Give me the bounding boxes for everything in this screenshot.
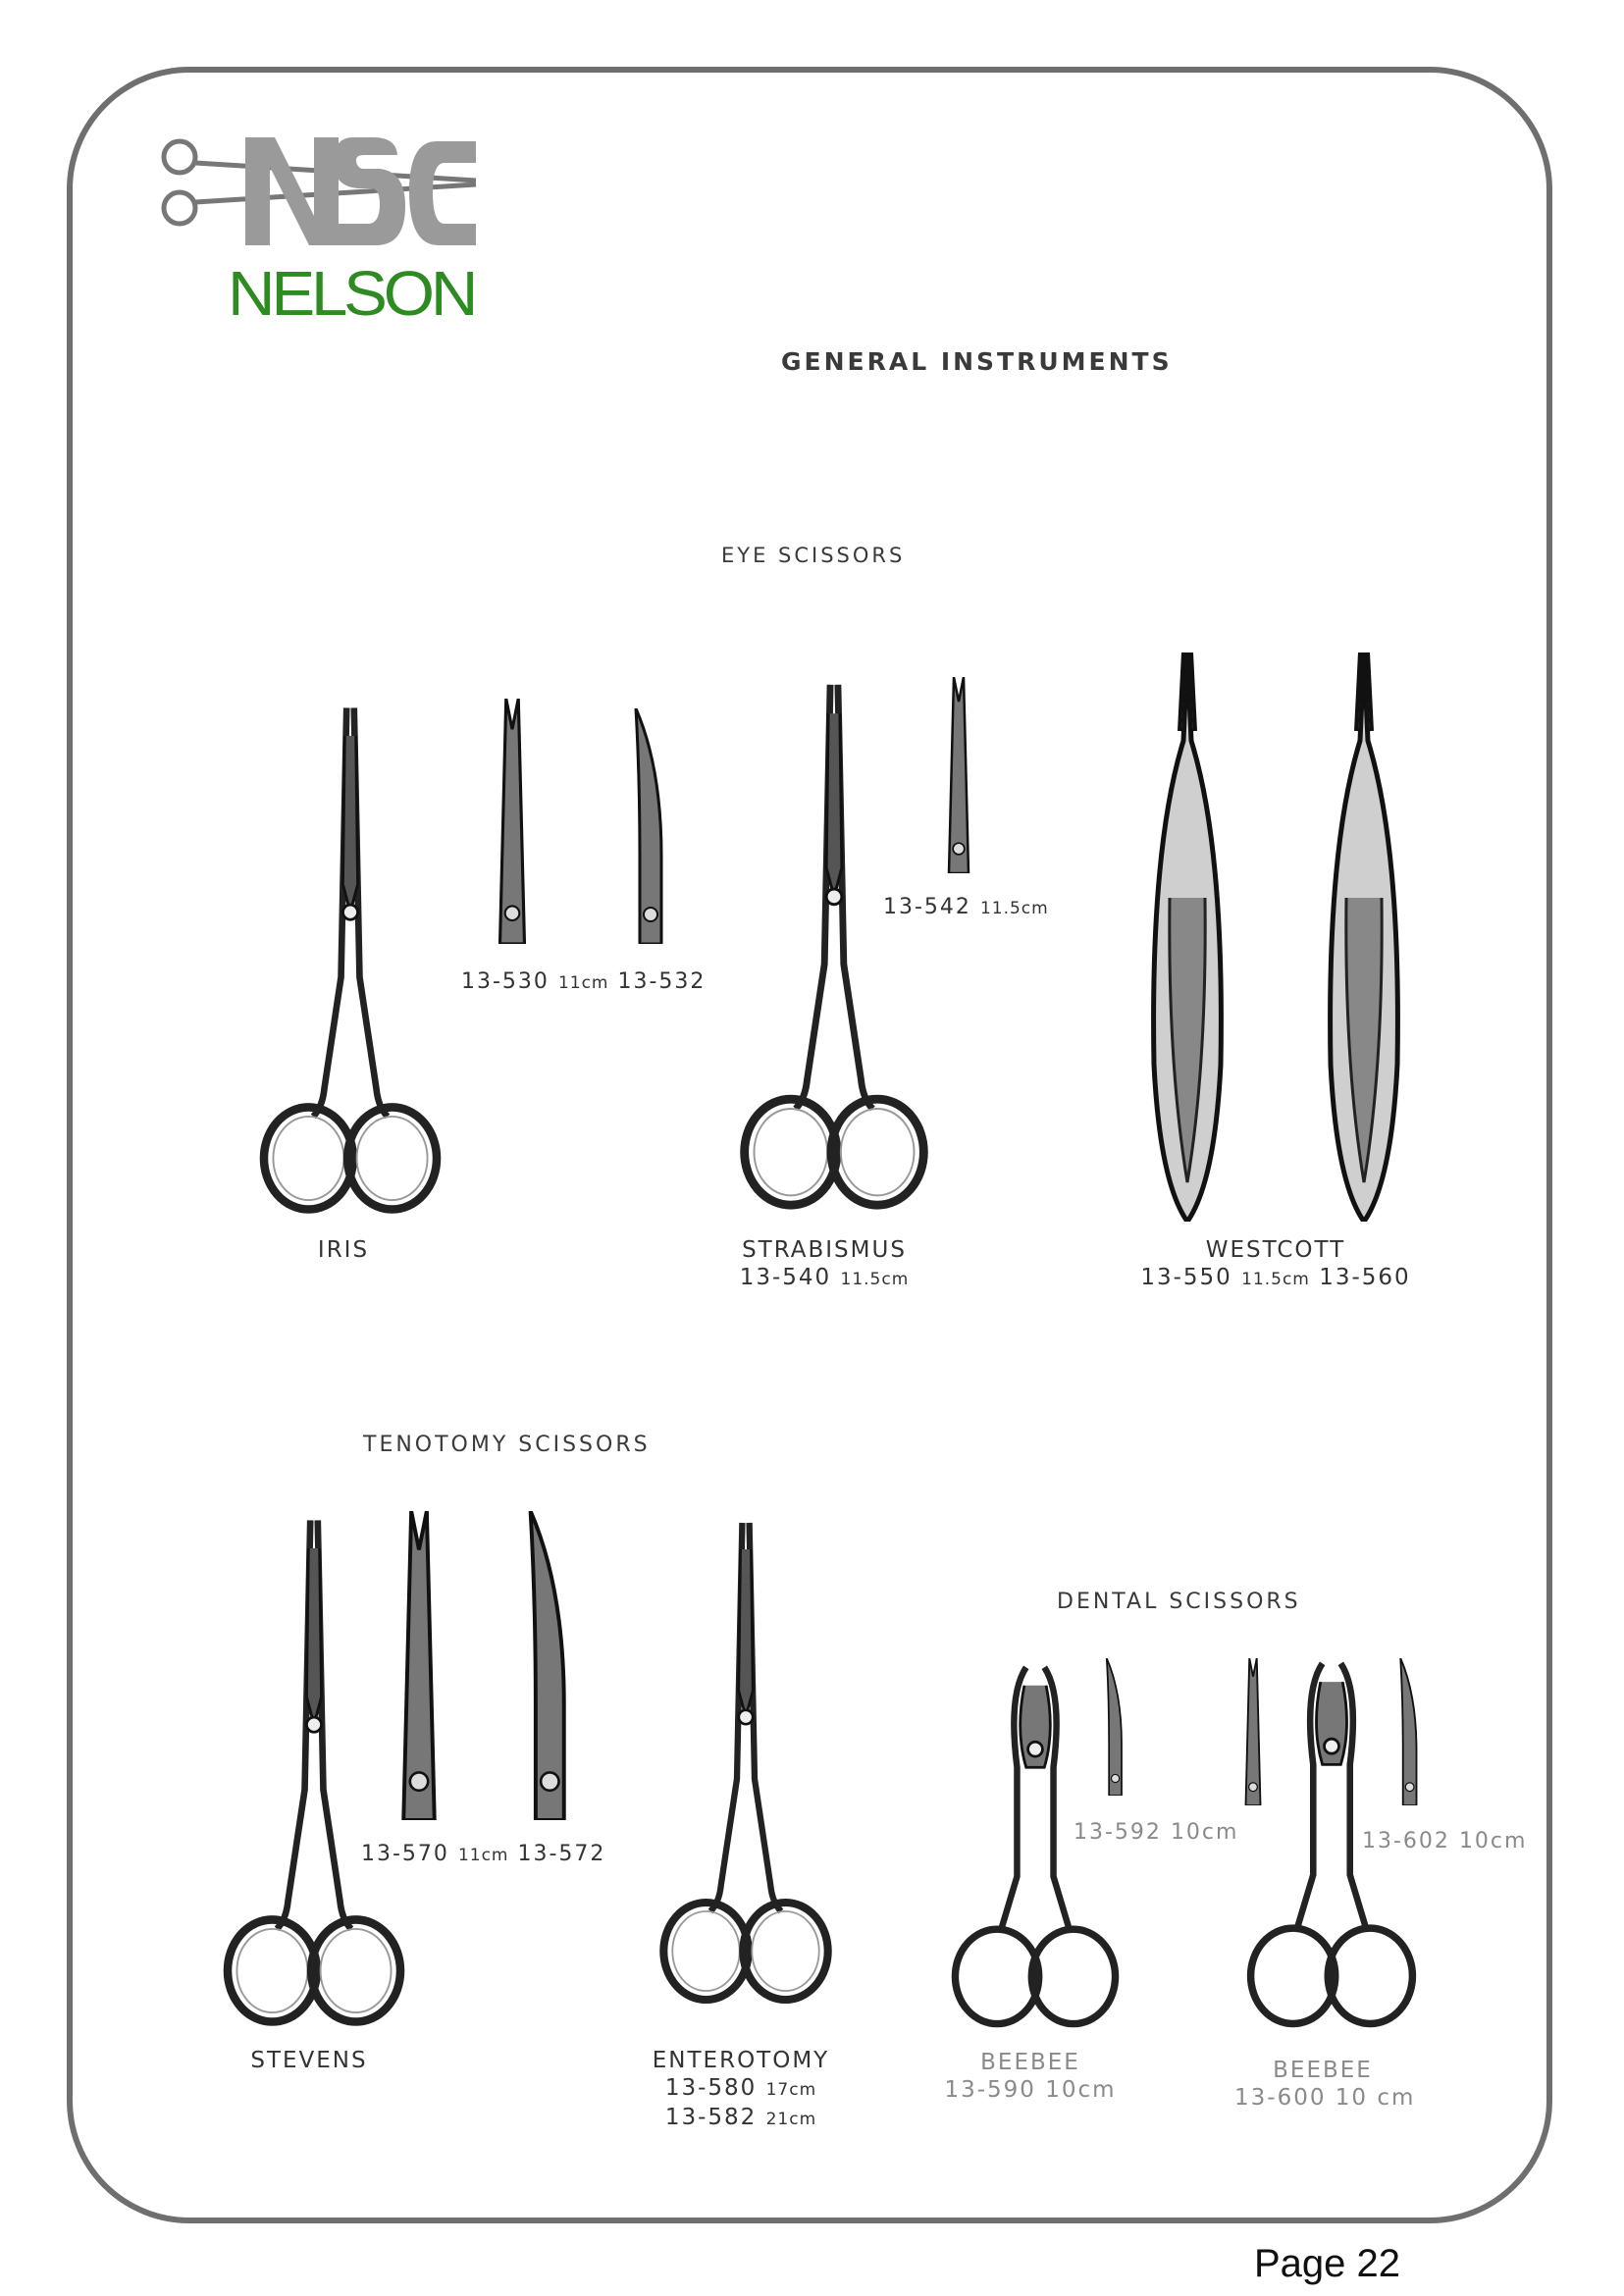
label-13-542: 13-542 11.5cm (883, 895, 1049, 919)
enterotomy-scissors-image (657, 1491, 834, 2031)
tip-13-592-image (1097, 1658, 1132, 1796)
caption-beebee-590: BEEBEE 13-590 10cm (944, 2050, 1117, 2103)
tip-13-532-image (628, 708, 671, 944)
strabismus-scissors-image (697, 675, 971, 1215)
tip-13-530-image (491, 699, 534, 944)
label-13-592: 13-592 10cm (1074, 1820, 1239, 1845)
westcott-13-560-image (1315, 652, 1413, 1222)
page-heading: GENERAL INSTRUMENTS (781, 347, 1173, 376)
caption-iris: IRIS (317, 1237, 370, 1263)
caption-enterotomy: ENTEROTOMY 13-580 17cm 13-582 21cm (652, 2048, 830, 2130)
label-13-530: 13-530 11cm 13-532 (461, 969, 707, 994)
section-title-eye: EYE SCISSORS (721, 544, 906, 567)
section-title-tenotomy: TENOTOMY SCISSORS (363, 1433, 651, 1457)
caption-strabismus: STRABISMUS 13-540 11.5cm (739, 1237, 910, 1290)
tip-13-570-image (393, 1511, 445, 1820)
tip-13-602-image (1391, 1658, 1427, 1805)
tip-13-572-image (522, 1511, 575, 1820)
label-13-570: 13-570 11cm 13-572 (361, 1842, 606, 1866)
page-number: Page 22 (1254, 2242, 1401, 2285)
caption-beebee-600: BEEBEE 13-600 10 cm (1234, 2058, 1416, 2111)
iris-scissors-image (228, 699, 473, 1219)
label-13-602: 13-602 10cm (1362, 1829, 1528, 1853)
brand-name: NELSON (228, 258, 475, 329)
caption-stevens: STEVENS (250, 2048, 368, 2073)
westcott-13-550-image (1138, 652, 1236, 1222)
section-title-dental: DENTAL SCISSORS (1057, 1590, 1301, 1614)
tip-13-542-image (937, 677, 980, 873)
caption-westcott: WESTCOTT 13-550 11.5cm 13-560 (1140, 1237, 1411, 1290)
